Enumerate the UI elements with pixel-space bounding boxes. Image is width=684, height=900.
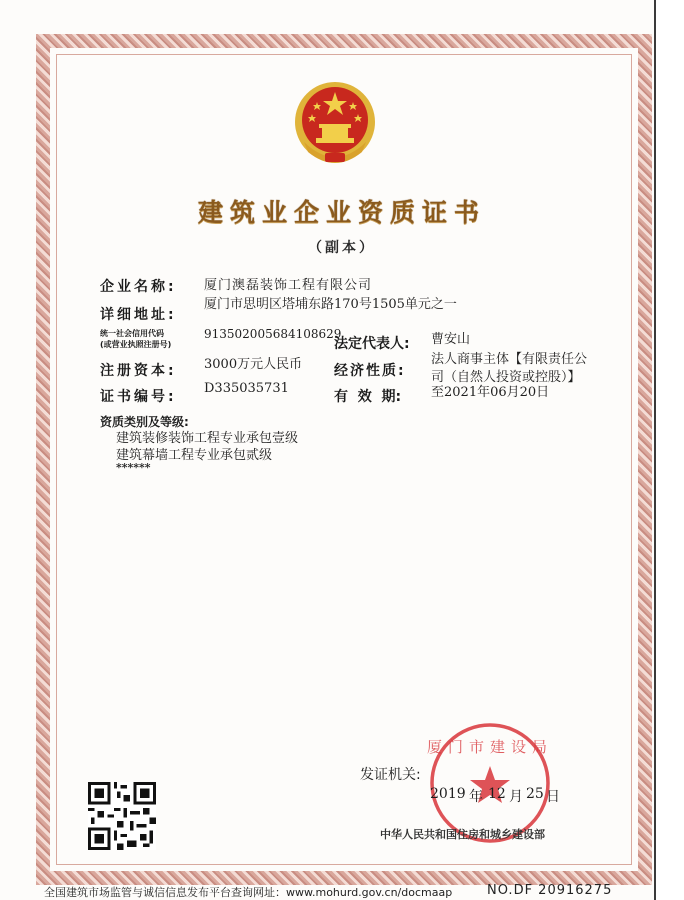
issuer-label: 发证机关:: [360, 767, 421, 783]
cert-no-value: D335035731: [204, 381, 289, 396]
footer-query-url: 全国建筑市场监管与诚信信息发布平台查询网址：www.mohurd.gov.cn/docmaap: [44, 886, 453, 899]
issue-year-unit: 年: [469, 789, 483, 805]
econ-nature-label: 经济性质:: [334, 363, 406, 379]
issue-month: 12: [488, 786, 506, 802]
validity-value: 至2021年06月20日: [431, 385, 550, 400]
credit-code-label-line1: 统一社会信用代码: [100, 329, 164, 338]
national-emblem-icon: [292, 80, 378, 168]
scan-edge: [654, 0, 656, 900]
issue-year: 2019: [430, 786, 466, 802]
qualification-label: 资质类别及等级:: [100, 415, 189, 429]
svg-text:厦门市建设局: 厦门市建设局: [426, 738, 554, 756]
legal-rep-value: 曹安山: [431, 332, 471, 347]
issue-day-unit: 日: [546, 789, 560, 805]
legal-rep-label: 法定代表人:: [334, 336, 410, 352]
company-name-label: 企业名称:: [100, 279, 177, 295]
certificate-subtitle: （副本）: [308, 240, 376, 256]
certificate-title: 建筑业企业资质证书: [197, 198, 486, 227]
issue-month-unit: 月: [509, 789, 523, 805]
issue-day: 25: [526, 786, 544, 802]
qualification-item-2: 建筑幕墙工程专业承包贰级: [116, 448, 273, 463]
qualification-item-1: 建筑装修装饰工程专业承包壹级: [116, 431, 299, 446]
cert-no-label: 证书编号:: [100, 389, 177, 405]
credit-code-value: 913502005684108629: [204, 327, 342, 341]
capital-value: 3000万元人民币: [204, 357, 303, 372]
issuing-ministry: 中华人民共和国住房和城乡建设部: [380, 828, 545, 841]
econ-nature-line1: 法人商事主体【有限责任公: [431, 352, 588, 367]
serial-number: NO.DF 20916275: [487, 883, 613, 898]
capital-label: 注册资本:: [100, 363, 177, 379]
qualification-end-marker: ******: [116, 461, 151, 474]
address-value: 厦门市思明区塔埔东路170号1505单元之一: [204, 297, 457, 312]
econ-nature-line2: 司（自然人投资或控股）】: [431, 370, 581, 385]
credit-code-label-line2: (或营业执照注册号): [100, 340, 172, 349]
address-label: 详细地址:: [100, 307, 177, 323]
qr-code-icon: [88, 782, 156, 850]
validity-label: 有 效 期:: [334, 389, 402, 405]
company-name-value: 厦门澳磊装饰工程有限公司: [204, 278, 373, 293]
